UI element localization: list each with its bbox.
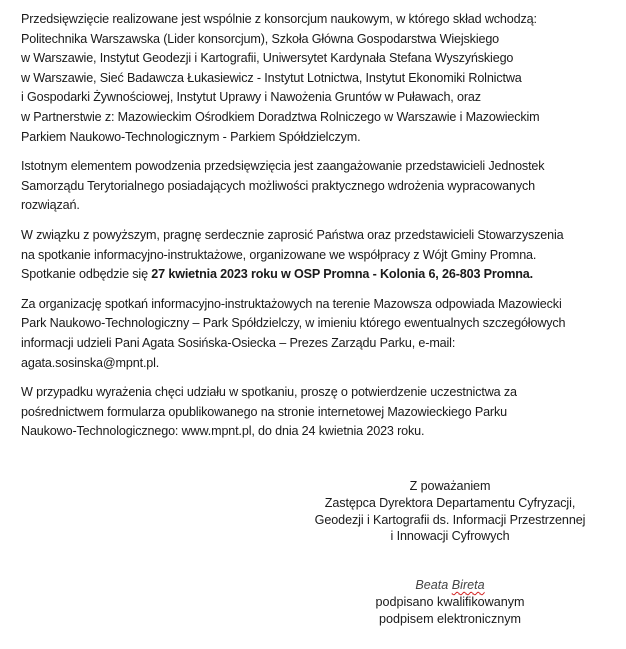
paragraph-invitation — [21, 226, 611, 285]
paragraph-organizer: Za organizację spotkań informacyjno-instruktażowych na terenie Mazowsza odpowiada Mazowiecki Park Naukowo-Technologiczny – Park Spółdzielczy, w imieniu którego ewentualnych szczegółowych informacji udzieli Pani Agata Sosińska-Osiecka – Prezes Zarządu Parku, e-mail: agata.sosinska@mpnt.pl. — [21, 296, 566, 370]
meeting-date-location: 27 kwietnia 2023 roku w OSP Promna - Kolonia 6, 26-803 Promna. — [151, 267, 534, 282]
signatory-first-name: Beata — [415, 578, 449, 592]
signatory-title-line: Geodezji i Kartografii ds. Informacji Przestrzennej — [314, 512, 586, 527]
signature-note-line: podpisem elektronicznym — [378, 611, 522, 626]
invitation-text: W związku z powyższym, pragnę serdecznie zaprosić Państwa oraz przedstawicieli Stowarzyszenia na spotkanie informacyjno-instruktażowe, organizowane we współpracy z Wójt Gminy Promna. Spotkanie odbędzie się — [21, 227, 564, 282]
closing-greeting: Z poważaniem — [409, 479, 491, 493]
paragraph-consortium: Przedsięwzięcie realizowane jest wspólnie z konsorcjum naukowym, w którego skład wchodzą: Politechnika Warszawska (Lider konsorcjum), Szkoła Główna Gospodarstwa Wiejskiego w Warszawie, Instytut Geodezji i Kartografii, Uniwersytet Kardynała Stefana Wyszyńskiego w Warszawie, Sieć Badawcza Łukasiewicz - Instytut Lotnictwa, Instytut Ekonomiki Rolnictwa i Gospodarki Żywnościowej, Instytut Uprawy i Nawożenia Gruntów w Puławach, oraz w Partnerstwie z: Mazowieckim Ośrodkiem Doradztwa Rolniczego w Warszawie i Mazowieckim Parkiem Naukowo-Technologicznym - Parkiem Spółdzielczym. — [21, 12, 540, 144]
closing-block — [300, 478, 600, 545]
paragraph-importance: Istotnym elementem powodzenia przedsięwzięcia jest zaangażowanie przedstawicieli Jednostek Samorządu Terytorialnego posiadających możliwości praktycznego wdrożenia wypracowanych rozwiązań. — [21, 159, 545, 213]
signatory-last-name-spellcheck[interactable]: Bireta — [451, 578, 485, 592]
signature-block — [300, 577, 600, 627]
paragraph-confirmation: W przypadku wyrażenia chęci udziału w spotkaniu, proszę o potwierdzenie uczestnictwa za pośrednictwem formularza opublikowanego na stronie internetowej Mazowieckiego Parku Naukowo-Technologicznego: www.mpnt.pl, do dnia 24 kwietnia 2023 roku. — [21, 385, 517, 439]
signatory-title-line: i Innowacji Cyfrowych — [390, 529, 510, 544]
signatory-name — [300, 577, 600, 594]
signature-note-line: podpisano kwalifikowanym — [375, 594, 525, 609]
letter-body — [21, 10, 611, 452]
signatory-title-line: Zastępca Dyrektora Departamentu Cyfryzacji, — [324, 495, 576, 510]
